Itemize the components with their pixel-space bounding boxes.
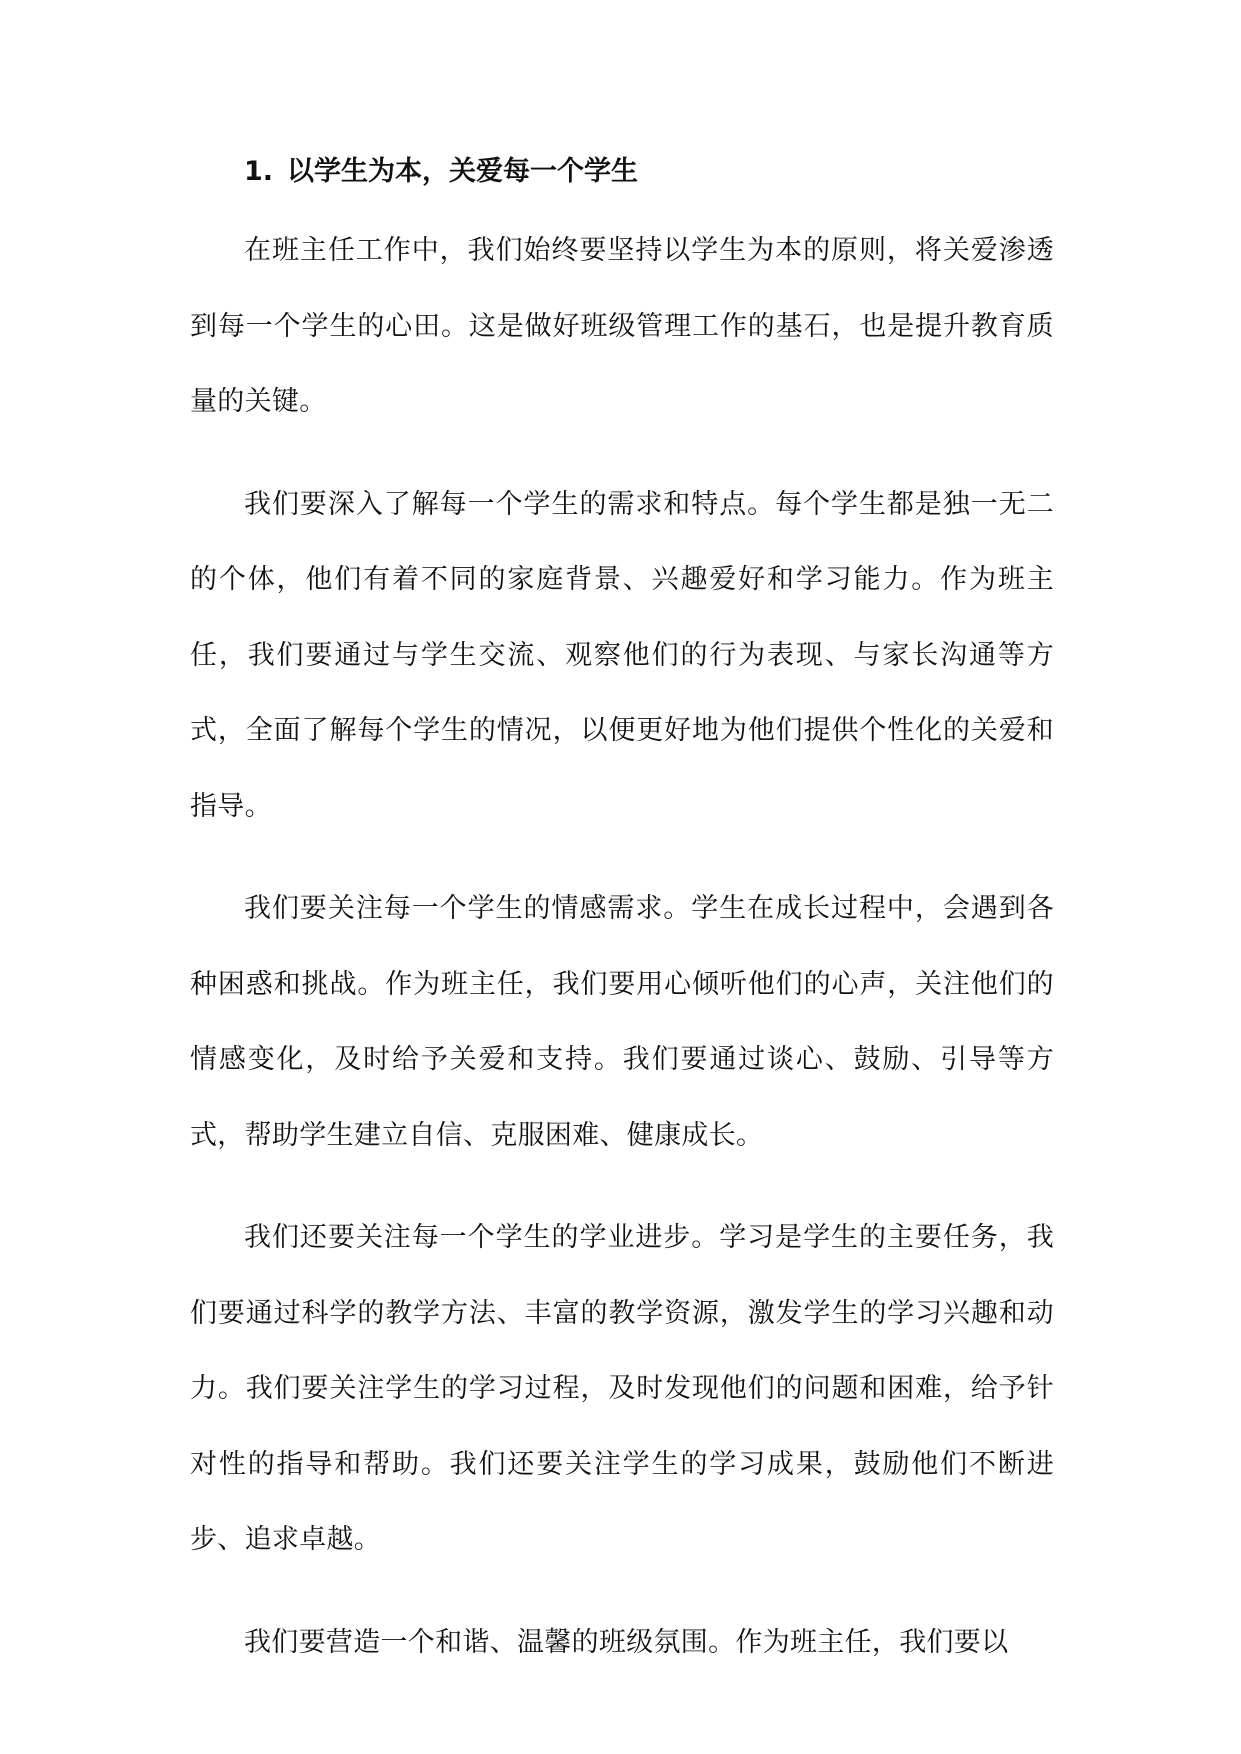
section-heading [190, 148, 1054, 196]
paragraph-5: 我们要营造一个和谐、温馨的班级氛围。作为班主任，我们要以 [244, 1626, 1009, 1658]
paragraph-4: 我们还要关注每一个学生的学业进步。学习是学生的主要任务，我们要通过科学的教学方法、丰富的教学资源，激发学生的学习兴趣和动力。我们要关注学生的学习过程，及时发现他们的问题和困难，给予针对性的指导和帮助。我们还要关注学生的学习成果，鼓励他们不断进步、追求卓越。 [190, 1222, 1054, 1555]
section-title: 以学生为本，关爱每一个学生 [287, 156, 639, 187]
paragraph-2: 我们要深入了解每一个学生的需求和特点。每个学生都是独一无二的个体，他们有着不同的家庭背景、兴趣爱好和学习能力。作为班主任，我们要通过与学生交流、观察他们的行为表现、与家长沟通等方式，全面了解每个学生的情况，以便更好地为他们提供个性化的关爱和指导。 [190, 488, 1054, 822]
paragraph-3: 我们要关注每一个学生的情感需求。学生在成长过程中，会遇到各种困惑和挑战。作为班主任，我们要用心倾听他们的心声，关注他们的情感变化，及时给予关爱和支持。我们要通过谈心、鼓励、引导等方式，帮助学生建立自信、克服困难、健康成长。 [190, 893, 1054, 1151]
document-body [190, 148, 1054, 1680]
section-number: 1. [244, 156, 274, 187]
paragraph-1: 在班主任工作中，我们始终要坚持以学生为本的原则，将关爱渗透到每一个学生的心田。这是做好班级管理工作的基石，也是提升教育质量的关键。 [190, 235, 1054, 417]
